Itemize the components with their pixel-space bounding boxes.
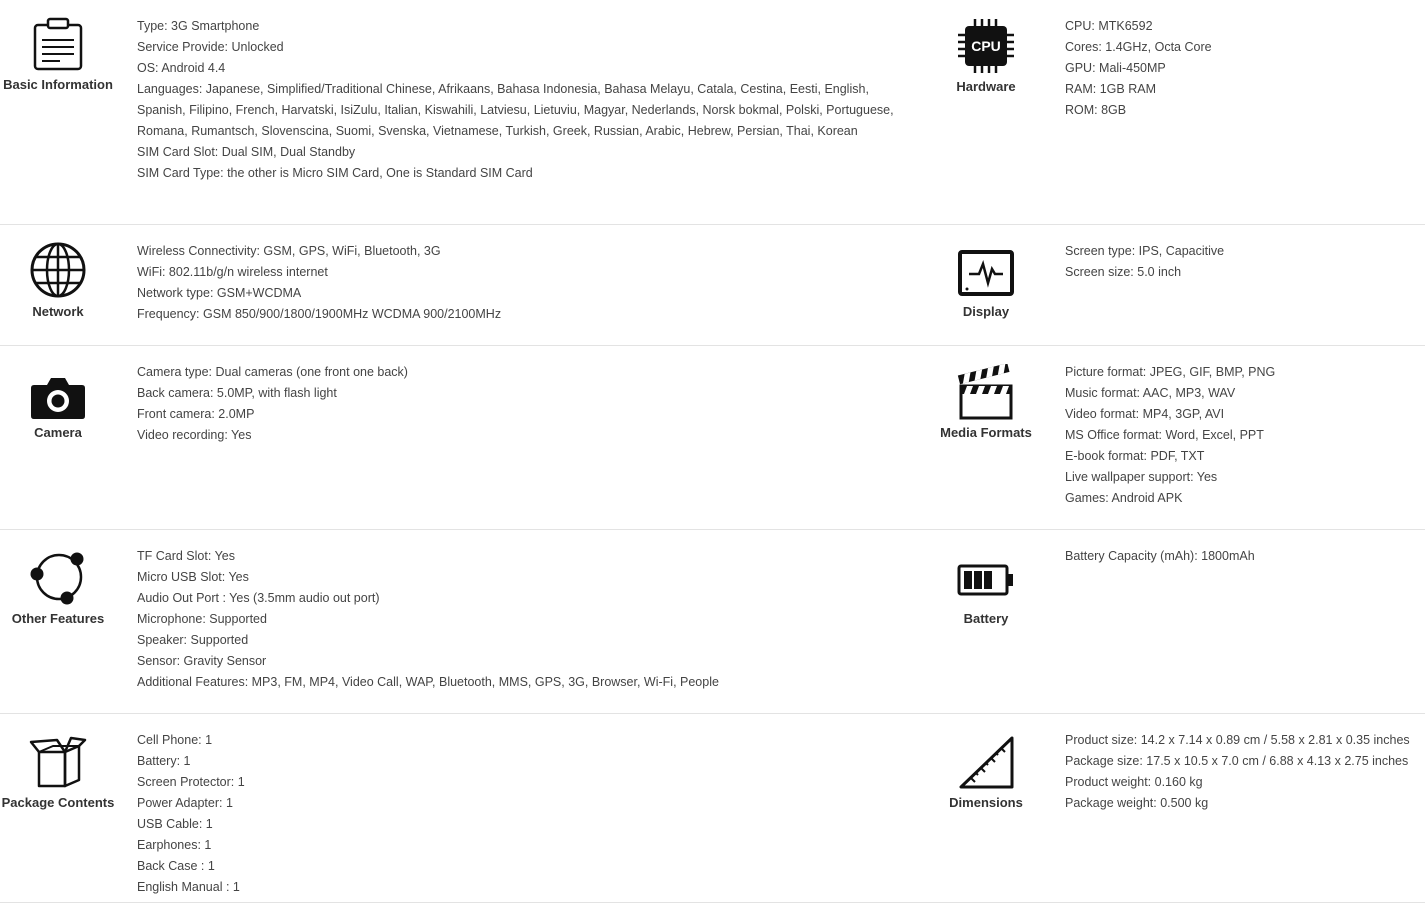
spec-line: MS Office format: Word, Excel, PPT — [1065, 428, 1264, 442]
spec-line: Service Provide: Unlocked — [137, 40, 284, 54]
spec-line: Camera type: Dual cameras (one front one back) — [137, 365, 408, 379]
basic-information-block — [0, 0, 116, 92]
section-label-other-features: Other Features — [11, 611, 105, 626]
package-contents-block — [0, 714, 116, 810]
spec-line: Screen size: 5.0 inch — [1065, 265, 1182, 279]
section-label-battery: Battery — [963, 611, 1009, 626]
box-icon — [29, 736, 87, 790]
spec-section-camera-media — [0, 346, 1425, 530]
spec-line: Network type: GSM+WCDMA — [137, 286, 302, 300]
spec-line: GPU: Mali-450MP — [1065, 61, 1166, 75]
spec-line: Earphones: 1 — [137, 838, 212, 852]
connected-dots-icon — [29, 552, 87, 606]
spec-line: SIM Card Type: the other is Micro SIM Card, One is Standard SIM Card — [137, 166, 533, 180]
section-label-basic-information: Basic Information — [3, 77, 113, 92]
spec-section-other-battery — [0, 530, 1425, 714]
spec-section-basic-hardware — [0, 0, 1425, 225]
battery-icon — [957, 564, 1015, 606]
spec-line: Screen Protector: 1 — [137, 775, 245, 789]
spec-line: Wireless Connectivity: GSM, GPS, WiFi, Bluetooth, 3G — [137, 244, 441, 258]
spec-line: Video recording: Yes — [137, 428, 252, 442]
section-label-package-contents: Package Contents — [1, 795, 115, 810]
dimensions-block — [928, 714, 1044, 810]
display-block — [928, 225, 1044, 319]
spec-line: Front camera: 2.0MP — [137, 407, 255, 421]
spec-line: Games: Android APK — [1065, 491, 1183, 505]
spec-line: Product size: 14.2 x 7.14 x 0.89 cm / 5.58 x 2.81 x 0.35 inches — [1065, 733, 1410, 747]
spec-line: ROM: 8GB — [1065, 103, 1127, 117]
spec-line: Additional Features: MP3, FM, MP4, Video Call, WAP, Bluetooth, MMS, GPS, 3G, Browser, Wi-Fi, People — [137, 675, 719, 689]
battery-block — [928, 530, 1044, 626]
spec-line: Video format: MP4, 3GP, AVI — [1065, 407, 1225, 421]
spec-line: Audio Out Port : Yes (3.5mm audio out port) — [137, 591, 380, 605]
spec-line: Back Case : 1 — [137, 859, 215, 873]
spec-line: OS: Android 4.4 — [137, 61, 226, 75]
spec-line: USB Cable: 1 — [137, 817, 213, 831]
spec-line: Live wallpaper support: Yes — [1065, 470, 1218, 484]
spec-line: Micro USB Slot: Yes — [137, 570, 249, 584]
camera-icon — [30, 374, 86, 420]
clapperboard-icon — [957, 364, 1015, 420]
spec-line: Battery: 1 — [137, 754, 191, 768]
section-label-camera: Camera — [34, 425, 82, 440]
basic-information-specs — [137, 16, 907, 184]
spec-line: CPU: MTK6592 — [1065, 19, 1153, 33]
spec-line: Music format: AAC, MP3, WAV — [1065, 386, 1236, 400]
spec-line: Product weight: 0.160 kg — [1065, 775, 1203, 789]
ruler-triangle-icon — [957, 736, 1015, 790]
section-label-display: Display — [962, 304, 1010, 319]
spec-line: Package weight: 0.500 kg — [1065, 796, 1209, 810]
section-label-hardware: Hardware — [956, 79, 1016, 94]
spec-line: Power Adapter: 1 — [137, 796, 233, 810]
spec-line: Screen type: IPS, Capacitive — [1065, 244, 1225, 258]
spec-line: Cores: 1.4GHz, Octa Core — [1065, 40, 1212, 54]
display-specs — [1065, 241, 1425, 283]
spec-line: English Manual : 1 — [137, 880, 240, 894]
section-label-network: Network — [32, 304, 84, 319]
network-specs — [137, 241, 907, 325]
other-features-block — [0, 530, 116, 626]
network-block — [0, 225, 116, 319]
spec-line: Frequency: GSM 850/900/1800/1900MHz WCDMA 900/2100MHz — [137, 307, 502, 321]
hardware-specs — [1065, 16, 1425, 121]
section-label-media-formats: Media Formats — [940, 425, 1032, 440]
spec-section-network-display — [0, 225, 1425, 346]
display-icon — [957, 247, 1015, 299]
cpu-icon-text: CPU — [971, 38, 1001, 54]
hardware-block — [928, 0, 1044, 94]
other-features-specs — [137, 546, 907, 693]
spec-line: Picture format: JPEG, GIF, BMP, PNG — [1065, 365, 1276, 379]
spec-line: Type: 3G Smartphone — [137, 19, 260, 33]
media-formats-block — [928, 346, 1044, 440]
clipboard-icon — [30, 16, 86, 72]
spec-line: Languages: Japanese, Simplified/Traditional Chinese, Afrikaans, Bahasa Indonesia, Bahasa Melayu, Catala, Cestina, Eesti, English, Spanish, Filipino, French, Harvatski, IsiZulu, Italian, Kiswahili, Latviesu, Lietuviu, Magyar, Nederlands, Norsk bokmal, Polski, Portuguese, Romana, Rumantsch, Slovenscina, Suomi, Svenska, Vietnamese, Turkish, Greek, Russian, Arabic, Hebrew, Persian, Thai, Korean — [137, 82, 894, 138]
spec-line: TF Card Slot: Yes — [137, 549, 235, 563]
spec-line: Sensor: Gravity Sensor — [137, 654, 267, 668]
spec-line: Package size: 17.5 x 10.5 x 7.0 cm / 6.88 x 4.13 x 2.75 inches — [1065, 754, 1409, 768]
battery-specs — [1065, 546, 1425, 567]
dimensions-specs — [1065, 730, 1425, 814]
spec-section-package-dimensions — [0, 714, 1425, 903]
spec-line: Back camera: 5.0MP, with flash light — [137, 386, 337, 400]
spec-line: Microphone: Supported — [137, 612, 267, 626]
package-contents-specs — [137, 730, 907, 898]
spec-line: SIM Card Slot: Dual SIM, Dual Standby — [137, 145, 356, 159]
media-formats-specs — [1065, 362, 1425, 509]
spec-line: E-book format: PDF, TXT — [1065, 449, 1205, 463]
spec-line: Battery Capacity (mAh): 1800mAh — [1065, 549, 1255, 563]
spec-line: Speaker: Supported — [137, 633, 249, 647]
globe-icon — [29, 241, 87, 299]
camera-specs — [137, 362, 907, 446]
section-label-dimensions: Dimensions — [949, 795, 1023, 810]
spec-line: Cell Phone: 1 — [137, 733, 213, 747]
spec-line: WiFi: 802.11b/g/n wireless internet — [137, 265, 328, 279]
cpu-icon — [957, 18, 1015, 74]
spec-line: RAM: 1GB RAM — [1065, 82, 1156, 96]
camera-block — [0, 346, 116, 440]
